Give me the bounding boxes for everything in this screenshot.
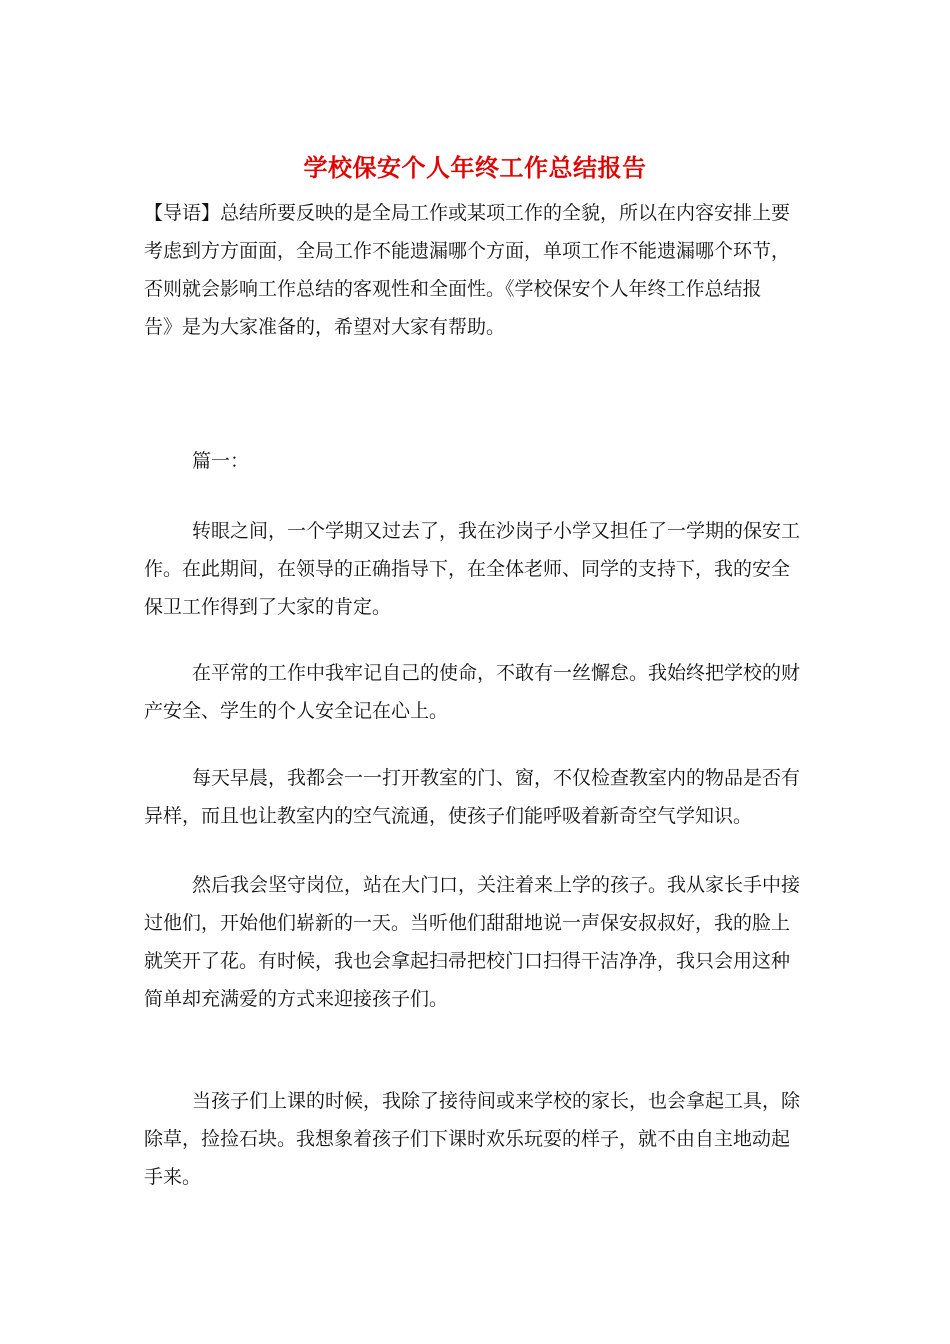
paragraph-line: 异样，而且也让教室内的空气流通，使孩子们能呼吸着新奇空气学知识。 [144,805,753,827]
intro-line: 考虑到方方面面，全局工作不能遗漏哪个方面，单项工作不能遗漏哪个环节， [144,240,791,262]
paragraph-line: 除草，捡捡石块。我想象着孩子们下课时欢乐玩耍的样子，就不由自主地动起 [144,1128,791,1150]
intro-paragraph [144,194,808,346]
intro-line: 【导语】总结所要反映的是全局工作或某项工作的全貌，所以在内容安排上要 [144,202,791,224]
paragraph-line: 产安全、学生的个人安全记在心上。 [144,700,449,722]
paragraph-line: 简单却充满爱的方式来迎接孩子们。 [144,988,449,1010]
intro-line: 否则就会影响工作总结的客观性和全面性。《学校保安个人年终工作总结报 [144,278,762,300]
paragraph-line: 过他们，开始他们崭新的一天。当听他们甜甜地说一声保安叔叔好，我的脸上 [144,912,791,934]
paragraph-line: 作。在此期间，在领导的正确指导下，在全体老师、同学的支持下，我的安全 [144,558,791,580]
paragraph-line: 手来。 [144,1166,202,1188]
intro-line: 告》是为大家准备的，希望对大家有帮助。 [144,316,506,338]
paragraph-line: 然后我会坚守岗位，站在大门口，关注着来上学的孩子。我从家长手中接 [192,874,801,896]
paragraph-2 [144,654,808,730]
paragraph-line: 在平常的工作中我牢记自己的使命，不敢有一丝懈怠。我始终把学校的财 [192,662,801,684]
paragraph-line: 每天早晨，我都会一一打开教室的门、窗，不仅检查教室内的物品是否有 [192,767,801,789]
paragraph-5 [144,1082,808,1196]
section-heading: 篇一： [192,450,250,472]
paragraph-line: 当孩子们上课的时候，我除了接待间或来学校的家长，也会拿起工具，除 [192,1090,801,1112]
paragraph-4 [144,866,808,1018]
paragraph-line: 就笑开了花。有时候，我也会拿起扫帚把校门口扫得干洁净净，我只会用这种 [144,950,791,972]
document-title: 学校保安个人年终工作总结报告 [303,153,647,182]
paragraph-1 [144,512,808,626]
paragraph-line: 转眼之间，一个学期又过去了，我在沙岗子小学又担任了一学期的保安工 [192,520,801,542]
paragraph-line: 保卫工作得到了大家的肯定。 [144,596,392,618]
paragraph-3 [144,759,808,835]
